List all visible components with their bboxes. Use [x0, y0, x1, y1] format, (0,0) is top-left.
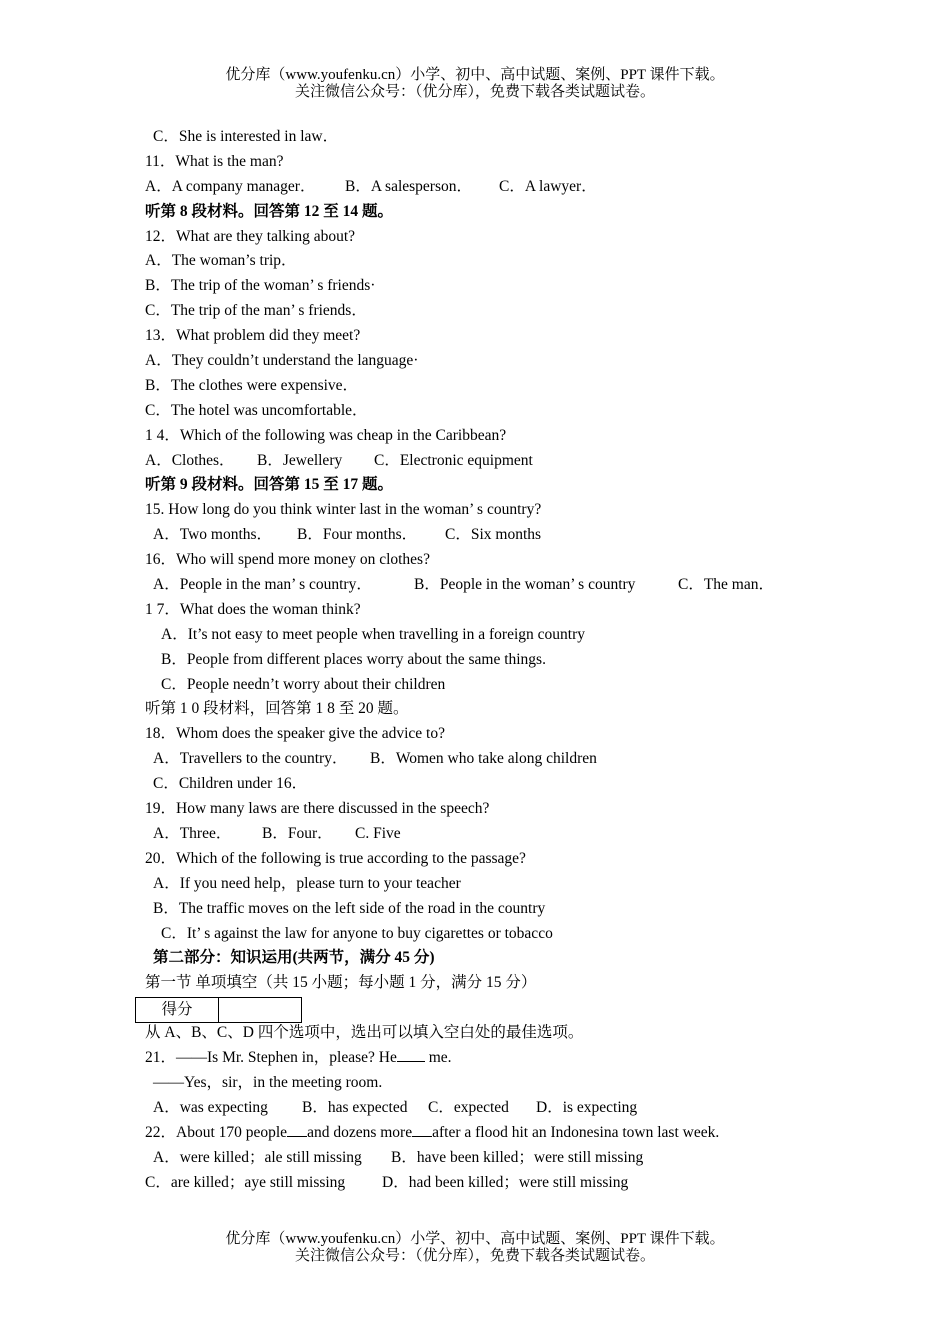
q21-line-2: ——Yes，sir，in the meeting room.: [153, 1073, 383, 1091]
q19-option-a: A．Three．: [153, 824, 232, 842]
q16-stem: 16．Who will spend more money on clothes?: [145, 551, 430, 569]
footer-line-2: 关注微信公众号：（优分库），免费下载各类试题试卷。: [294, 1248, 655, 1264]
q20-option-a: A．If you need help，please turn to your teacher: [153, 874, 461, 892]
part-2-heading: 第二部分：知识运用(共两节，满分 45 分): [153, 949, 435, 967]
q14-options: [145, 449, 845, 474]
q21-option-c: C．expected: [428, 1098, 509, 1116]
q15-options: [145, 523, 845, 548]
q15-option-a: A．Two months．: [153, 526, 273, 544]
q21-option-d: D．is expecting: [536, 1098, 638, 1116]
q16-options: [145, 573, 845, 598]
q19-options: [145, 822, 845, 847]
page-header: [0, 67, 950, 101]
q15-stem: 15. How long do you think winter last in the woman’ s country?: [145, 501, 542, 519]
q10-option-c: C．She is interested in law．: [153, 128, 339, 145]
q11-options: [145, 175, 845, 200]
q17-option-a: A．It’s not easy to meet people when travelling in a foreign country: [161, 625, 585, 643]
q13-option-a: A．They couldn’t understand the language·: [145, 352, 419, 370]
q11-stem: 11．What is the man?: [145, 152, 284, 170]
score-blank-cell[interactable]: [219, 997, 302, 1023]
q21-option-a: A．was expecting: [153, 1098, 268, 1116]
q12-option-b: B．The trip of the woman’ s friends·: [145, 277, 376, 295]
instruction: 从 A、B、C、D 四个选项中，选出可以填入空白处的最佳选项。: [145, 1024, 584, 1042]
q22-option-c: C．are killed；aye still missing: [145, 1173, 346, 1191]
q15-option-c: C．Six months: [445, 526, 542, 544]
q21-line-1: [145, 1046, 845, 1071]
q12-stem: 12．What are they talking about?: [145, 227, 356, 245]
score-box: [135, 997, 845, 1021]
q12-option-c: C．The trip of the man’ s friends．: [145, 302, 367, 320]
q11-option-b: B．A salesperson．: [345, 177, 473, 195]
section-1-heading: 第一节 单项填空（共 15 小题；每小题 1 分，满分 15 分）: [145, 974, 537, 992]
q17-stem: 1 7．What does the woman think?: [145, 600, 361, 618]
q13-option-b: B．The clothes were expensive．: [145, 376, 359, 394]
q16-option-c: C．The man．: [678, 576, 774, 594]
q11-option-a: A．A company manager．: [145, 177, 316, 195]
score-label: 得分: [135, 997, 219, 1023]
q16-option-b: B．People in the woman’ s country: [414, 576, 636, 594]
q18-options: [145, 747, 845, 772]
q14-option-c: C．Electronic equipment: [374, 451, 533, 469]
q22-blank-2: [412, 1122, 432, 1137]
q19-option-b: B．Four．: [262, 824, 333, 842]
q22-stem-part-3: after a flood hit an Indonesina town last week.: [432, 1123, 720, 1141]
q14-stem: 1 4．Which of the following was cheap in the Caribbean?: [145, 426, 507, 444]
q12-option-a: A．The woman’s trip．: [145, 252, 297, 270]
q15-option-b: B．Four months．: [297, 526, 418, 544]
section-8-heading: 听第 8 段材料。回答第 12 至 14 题。: [145, 202, 394, 220]
q14-option-b: B．Jewellery: [257, 451, 343, 469]
q11-option-c: C．A lawyer．: [499, 177, 597, 195]
section-9-heading: 听第 9 段材料。回答第 15 至 17 题。: [145, 476, 394, 494]
q22-option-a: A．were killed；ale still missing: [153, 1148, 362, 1166]
q20-stem: 20．Which of the following is true according to the passage?: [145, 849, 526, 867]
q22-options-ab: [145, 1146, 845, 1171]
q22-options-cd: [145, 1171, 845, 1196]
q22-stem-part-2: and dozens more: [307, 1123, 413, 1141]
q13-option-c: C．The hotel was uncomfortable．: [145, 401, 368, 419]
q18-option-a: A．Travellers to the country．: [153, 750, 348, 768]
header-line-2: 关注微信公众号：（优分库），免费下载各类试题试卷。: [294, 84, 655, 100]
page-footer: [0, 1231, 950, 1265]
header-line-1: 优分库（www.youfenku.cn）小学、初中、高中试题、案例、PPT 课件下载。: [225, 67, 725, 83]
q21-options: [145, 1096, 845, 1121]
exam-content: [145, 125, 845, 1195]
q13-stem: 13．What problem did they meet?: [145, 327, 361, 345]
footer-line-1: 优分库（www.youfenku.cn）小学、初中、高中试题、案例、PPT 课件下载。: [225, 1231, 725, 1247]
q21-stem-start: 21．——Is Mr. Stephen in，please? He: [145, 1049, 397, 1067]
q22-blank-1: [287, 1122, 307, 1137]
q16-option-a: A．People in the man’ s country．: [153, 576, 372, 594]
q21-blank: [397, 1047, 425, 1062]
q22-option-d: D．had been killed；were still missing: [382, 1173, 629, 1191]
q20-option-b: B．The traffic moves on the left side of the road in the country: [153, 899, 546, 917]
q18-option-b: B．Women who take along children: [370, 750, 597, 768]
q18-option-c: C．Children under 16．: [153, 775, 308, 793]
q19-option-c: C. Five: [355, 824, 401, 842]
q22-option-b: B．have been killed；were still missing: [391, 1148, 644, 1166]
q21-stem-end: me.: [424, 1049, 452, 1067]
q22-stem: [145, 1121, 845, 1146]
q21-option-b: B．has expected: [302, 1098, 408, 1116]
q14-option-a: A．Clothes．: [145, 451, 235, 469]
q19-stem: 19．How many laws are there discussed in the speech?: [145, 800, 490, 818]
q17-option-c: C．People needn’t worry about their children: [161, 675, 446, 693]
q18-stem: 18．Whom does the speaker give the advice to?: [145, 725, 445, 743]
q22-stem-part-1: 22．About 170 people: [145, 1123, 288, 1141]
section-10-heading: 听第 1 0 段材料，回答第 1 8 至 20 题。: [145, 700, 409, 718]
q17-option-b: B．People from different places worry about the same things.: [161, 650, 546, 668]
q20-option-c: C．It’ s against the law for anyone to buy cigarettes or tobacco: [161, 924, 553, 942]
